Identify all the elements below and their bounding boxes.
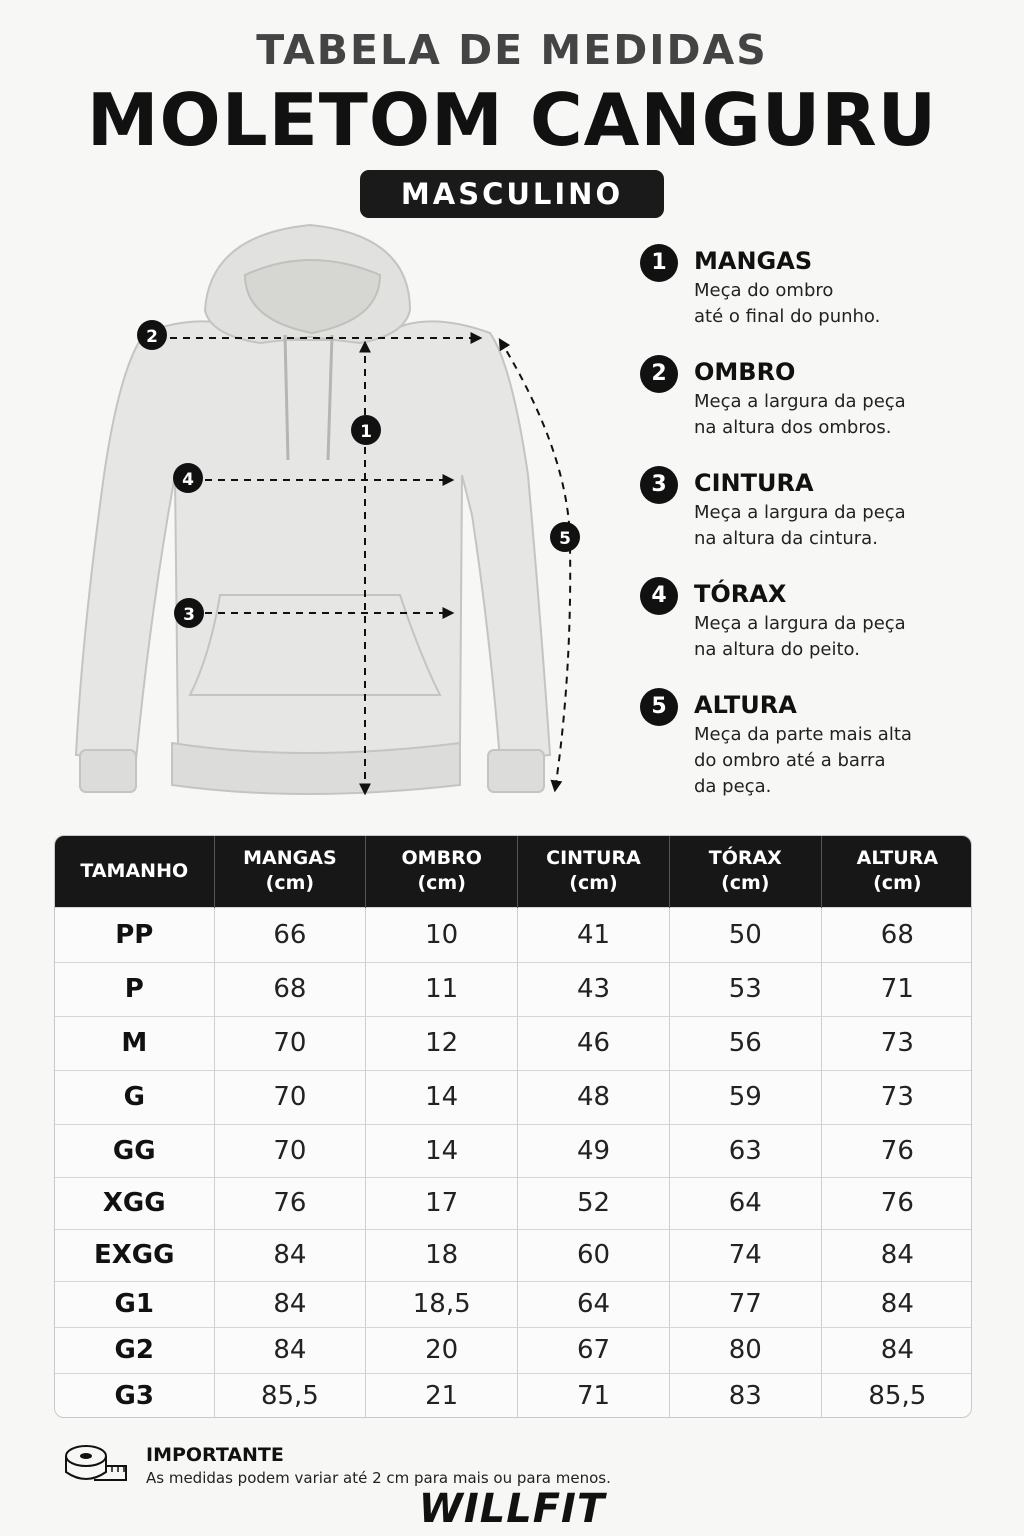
legend-number: 1 xyxy=(640,244,678,282)
table-row xyxy=(55,1124,972,1177)
header-torax: TÓRAX (cm) xyxy=(669,836,821,907)
size-cell: GG xyxy=(55,1124,214,1177)
hoodie-body xyxy=(76,225,550,794)
measure-cell: 12 xyxy=(366,1016,518,1070)
legend-title: MANGAS xyxy=(694,247,813,275)
measure-cell: 76 xyxy=(821,1124,972,1177)
legend-item-ombro xyxy=(640,351,1010,462)
legend-description: Meça a largura da peça na altura da cintura. xyxy=(694,502,906,549)
legend-item-cintura xyxy=(640,462,1010,573)
page-subtitle: TABELA DE MEDIDAS xyxy=(256,26,768,74)
header-altura: ALTURA (cm) xyxy=(821,836,972,907)
table-row xyxy=(55,1229,972,1281)
legend-item-altura xyxy=(640,684,1010,795)
measure-cell: 68 xyxy=(821,907,972,962)
measure-cell: 84 xyxy=(214,1327,366,1373)
size-cell: G3 xyxy=(55,1373,214,1418)
measure-cell: 68 xyxy=(214,962,366,1016)
table-row xyxy=(55,1327,972,1373)
measure-cell: 76 xyxy=(214,1177,366,1229)
measure-cell: 73 xyxy=(821,1016,972,1070)
measure-cell: 85,5 xyxy=(821,1373,972,1418)
measure-cell: 56 xyxy=(669,1016,821,1070)
table-row xyxy=(55,907,972,962)
marker-5-label: 5 xyxy=(559,529,571,549)
measure-cell: 41 xyxy=(518,907,670,962)
legend-number: 3 xyxy=(640,466,678,504)
size-cell: G xyxy=(55,1070,214,1124)
measure-cell: 71 xyxy=(821,962,972,1016)
gender-badge: MASCULINO xyxy=(360,170,664,218)
header-ombro: OMBRO (cm) xyxy=(366,836,518,907)
header-tamanho: TAMANHO xyxy=(55,836,214,907)
measure-cell: 84 xyxy=(821,1327,972,1373)
measure-cell: 14 xyxy=(366,1070,518,1124)
measuring-tape-icon xyxy=(64,1442,128,1486)
marker-5 xyxy=(550,522,580,552)
measure-cell: 80 xyxy=(669,1327,821,1373)
measure-cell: 59 xyxy=(669,1070,821,1124)
page-title: MOLETOM CANGURU xyxy=(86,78,938,162)
size-cell: PP xyxy=(55,907,214,962)
legend-description: Meça a largura da peça na altura do peito. xyxy=(694,613,906,660)
marker-2-label: 2 xyxy=(146,327,158,347)
measure-cell: 48 xyxy=(518,1070,670,1124)
measure-cell: 84 xyxy=(821,1281,972,1327)
measure-cell: 73 xyxy=(821,1070,972,1124)
table-row xyxy=(55,1177,972,1229)
measure-cell: 77 xyxy=(669,1281,821,1327)
table-row xyxy=(55,1070,972,1124)
measure-cell: 66 xyxy=(214,907,366,962)
measure-cell: 43 xyxy=(518,962,670,1016)
measure-cell: 84 xyxy=(821,1229,972,1281)
measure-cell: 10 xyxy=(366,907,518,962)
measure-cell: 63 xyxy=(669,1124,821,1177)
measure-cell: 74 xyxy=(669,1229,821,1281)
note-text: As medidas podem variar até 2 cm para mais ou para menos. xyxy=(146,1469,611,1487)
measure-cell: 18 xyxy=(366,1229,518,1281)
measurement-legend xyxy=(640,240,1010,795)
measure-cell: 70 xyxy=(214,1070,366,1124)
table-row xyxy=(55,1373,972,1418)
legend-title: ALTURA xyxy=(694,691,797,719)
measure-cell: 18,5 xyxy=(366,1281,518,1327)
measure-cell: 60 xyxy=(518,1229,670,1281)
measure-cell: 83 xyxy=(669,1373,821,1418)
size-table xyxy=(54,835,972,1418)
measure-cell: 20 xyxy=(366,1327,518,1373)
table-row xyxy=(55,1281,972,1327)
measure-cell: 71 xyxy=(518,1373,670,1418)
measure-cell: 84 xyxy=(214,1281,366,1327)
measure-cell: 85,5 xyxy=(214,1373,366,1418)
measure-cell: 49 xyxy=(518,1124,670,1177)
legend-number: 2 xyxy=(640,355,678,393)
size-cell: XGG xyxy=(55,1177,214,1229)
measure-cell: 70 xyxy=(214,1016,366,1070)
legend-title: TÓRAX xyxy=(694,580,787,608)
header-mangas: MANGAS (cm) xyxy=(214,836,366,907)
marker-2 xyxy=(137,320,167,350)
legend-number: 5 xyxy=(640,688,678,726)
measure-cell: 64 xyxy=(669,1177,821,1229)
measure-cell: 53 xyxy=(669,962,821,1016)
size-cell: G1 xyxy=(55,1281,214,1327)
measure-cell: 17 xyxy=(366,1177,518,1229)
marker-3-label: 3 xyxy=(183,605,195,625)
measure-cell: 46 xyxy=(518,1016,670,1070)
legend-description: Meça da parte mais alta do ombro até a barra da peça. xyxy=(694,724,912,797)
legend-description: Meça do ombro até o final do punho. xyxy=(694,280,881,327)
measure-cell: 21 xyxy=(366,1373,518,1418)
brand-logo: WILLFIT xyxy=(418,1486,606,1532)
measure-cell: 84 xyxy=(214,1229,366,1281)
marker-1-label: 1 xyxy=(360,422,372,442)
marker-3 xyxy=(174,598,204,628)
legend-title: OMBRO xyxy=(694,358,796,386)
table-row xyxy=(55,962,972,1016)
measure-cell: 14 xyxy=(366,1124,518,1177)
marker-4-label: 4 xyxy=(182,470,194,490)
legend-title: CINTURA xyxy=(694,469,814,497)
legend-number: 4 xyxy=(640,577,678,615)
marker-1 xyxy=(351,415,381,445)
size-cell: EXGG xyxy=(55,1229,214,1281)
size-cell: M xyxy=(55,1016,214,1070)
measure-cell: 76 xyxy=(821,1177,972,1229)
marker-4 xyxy=(173,463,203,493)
hoodie-illustration xyxy=(60,215,600,805)
measure-cell: 50 xyxy=(669,907,821,962)
measure-cell: 70 xyxy=(214,1124,366,1177)
table-header-row xyxy=(55,836,972,907)
measure-cell: 67 xyxy=(518,1327,670,1373)
size-cell: P xyxy=(55,962,214,1016)
table-row xyxy=(55,1016,972,1070)
measure-cell: 11 xyxy=(366,962,518,1016)
measure-cell: 64 xyxy=(518,1281,670,1327)
legend-item-mangas xyxy=(640,240,1010,351)
important-note xyxy=(64,1440,764,1490)
size-cell: G2 xyxy=(55,1327,214,1373)
header-cintura: CINTURA (cm) xyxy=(518,836,670,907)
legend-item-torax xyxy=(640,573,1010,684)
legend-description: Meça a largura da peça na altura dos ombros. xyxy=(694,391,906,438)
measure-cell: 52 xyxy=(518,1177,670,1229)
note-title: IMPORTANTE xyxy=(146,1444,284,1466)
